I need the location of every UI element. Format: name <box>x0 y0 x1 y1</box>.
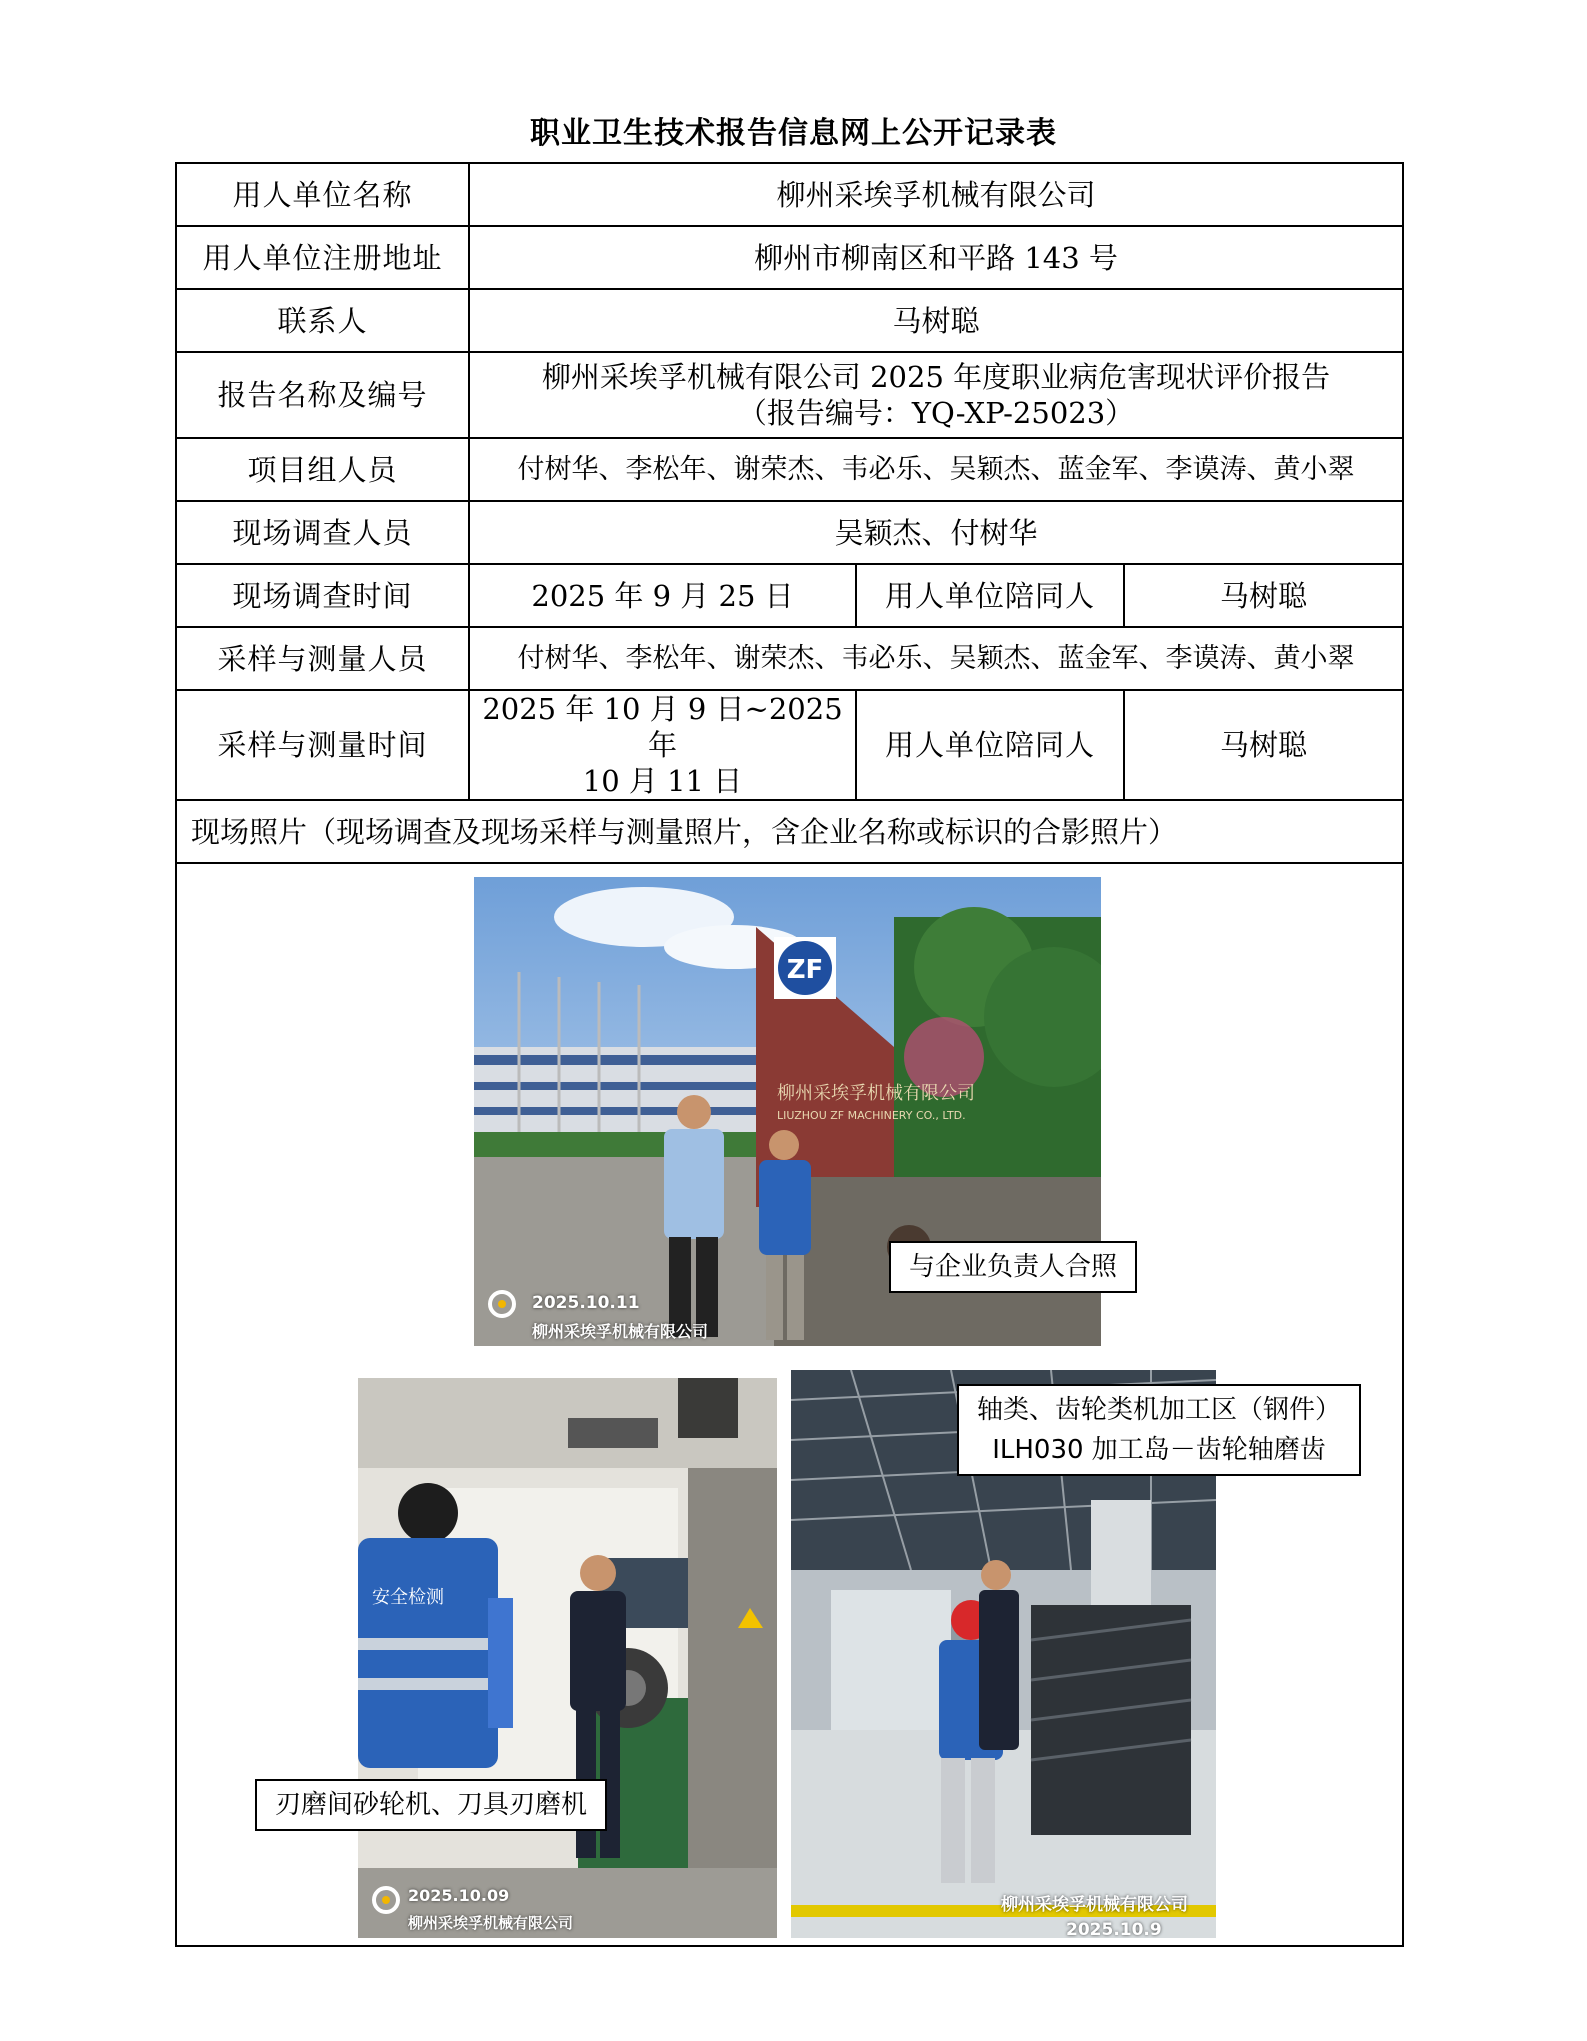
report-label: 报告名称及编号 <box>176 352 469 438</box>
report-number: （报告编号：YQ-XP-25023） <box>737 396 1135 430</box>
photo1-stamp-company: 柳州采埃孚机械有限公司 <box>532 1322 709 1341</box>
photo3-stamp-company: 柳州采埃孚机械有限公司 <box>1001 1895 1188 1915</box>
vest-text: 安全检测 <box>372 1587 444 1608</box>
project-members-value: 付树华、李松年、谢荣杰、韦必乐、吴颖杰、蓝金军、李谟涛、黄小翠 <box>469 438 1403 501</box>
company-name-value: 柳州采埃孚机械有限公司 <box>469 163 1403 226</box>
company-name-label: 用人单位名称 <box>176 163 469 226</box>
row-photos-header <box>176 800 1403 863</box>
row-survey-staff <box>176 501 1403 564</box>
row-contact <box>176 289 1403 352</box>
sampling-staff-label: 采样与测量人员 <box>176 627 469 690</box>
caption-gear-machining <box>957 1384 1361 1476</box>
photo2-stamp-company: 柳州采埃孚机械有限公司 <box>408 1914 574 1932</box>
row-sampling-staff <box>176 627 1403 690</box>
sampling-escort-label: 用人单位陪同人 <box>856 690 1124 800</box>
report-name: 柳州采埃孚机械有限公司 2025 年度职业病危害现状评价报告 <box>541 360 1331 394</box>
sampling-time-value <box>469 690 856 800</box>
photos-header: 现场照片（现场调查及现场采样与测量照片，含企业名称或标识的合影照片） <box>176 800 1403 863</box>
contact-value: 马树聪 <box>469 289 1403 352</box>
survey-staff-label: 现场调查人员 <box>176 501 469 564</box>
project-members-label: 项目组人员 <box>176 438 469 501</box>
photo2-stamp-date: 2025.10.09 <box>408 1886 510 1905</box>
survey-staff-value: 吴颖杰、付树华 <box>469 501 1403 564</box>
caption-gear-line2: ILH030 加工岛－齿轮轴磨齿 <box>992 1435 1326 1465</box>
sign-company-en: LIUZHOU ZF MACHINERY CO., LTD. <box>777 1109 966 1122</box>
sampling-time-line1: 2025 年 10 月 9 日~2025 年 <box>482 692 843 762</box>
caption-grinding-room: 刃磨间砂轮机、刀具刃磨机 <box>255 1779 607 1831</box>
photo3-stamp-date: 2025.10.9 <box>1066 1920 1162 1938</box>
survey-escort-value: 马树聪 <box>1124 564 1403 627</box>
row-project-members <box>176 438 1403 501</box>
sampling-time-label: 采样与测量时间 <box>176 690 469 800</box>
row-report <box>176 352 1403 438</box>
grinding-photo-drawing <box>358 1378 777 1938</box>
address-label: 用人单位注册地址 <box>176 226 469 289</box>
caption-entrance-group: 与企业负责人合照 <box>889 1241 1137 1293</box>
photo1-stamp-date: 2025.10.11 <box>532 1293 640 1313</box>
contact-label: 联系人 <box>176 289 469 352</box>
survey-time-label: 现场调查时间 <box>176 564 469 627</box>
record-table <box>175 162 1404 1947</box>
address-value: 柳州市柳南区和平路 143 号 <box>469 226 1403 289</box>
survey-escort-label: 用人单位陪同人 <box>856 564 1124 627</box>
page-title: 职业卫生技术报告信息网上公开记录表 <box>530 116 1057 151</box>
sign-company-cn: 柳州采埃孚机械有限公司 <box>777 1083 975 1104</box>
row-address <box>176 226 1403 289</box>
photo-grinding-room <box>358 1378 777 1938</box>
zf-logo-text: ZF <box>786 955 824 985</box>
row-company-name <box>176 163 1403 226</box>
sampling-escort-value: 马树聪 <box>1124 690 1403 800</box>
survey-time-value: 2025 年 9 月 25 日 <box>469 564 856 627</box>
photos-cell <box>176 863 1403 1946</box>
report-value <box>469 352 1403 438</box>
sampling-time-line2: 10 月 11 日 <box>582 764 743 798</box>
sampling-staff-value: 付树华、李松年、谢荣杰、韦必乐、吴颖杰、蓝金军、李谟涛、黄小翠 <box>469 627 1403 690</box>
caption-gear-line1: 轴类、齿轮类机加工区（钢件） <box>977 1395 1342 1425</box>
row-photos <box>176 863 1403 1946</box>
row-sampling-time <box>176 690 1403 800</box>
row-survey-time <box>176 564 1403 627</box>
